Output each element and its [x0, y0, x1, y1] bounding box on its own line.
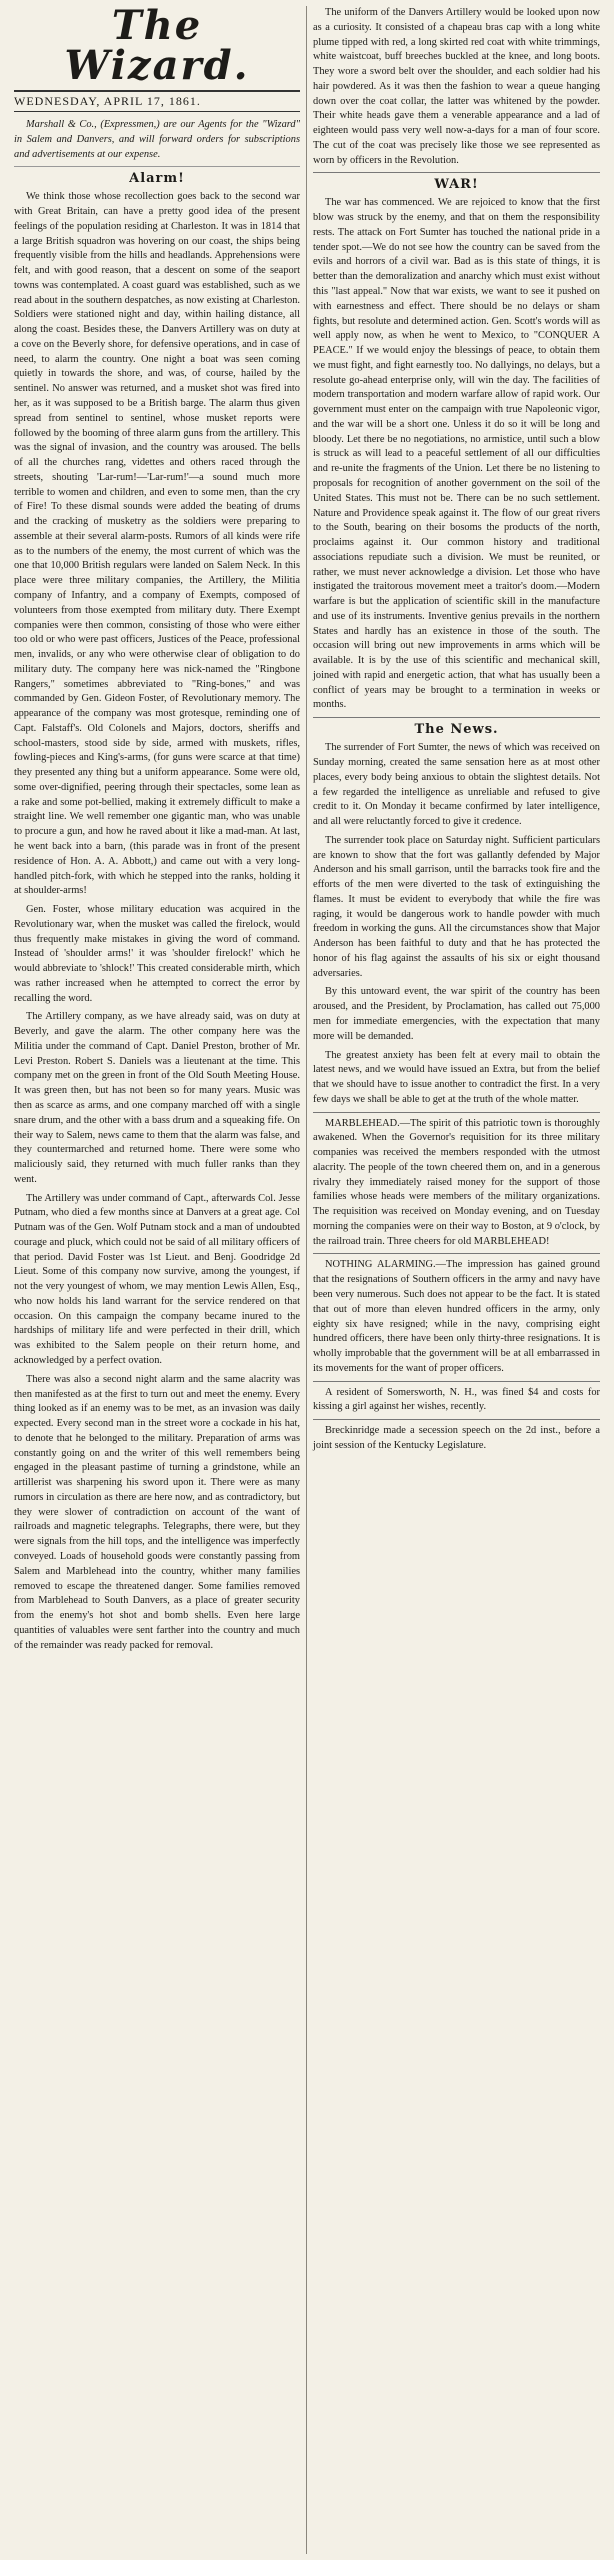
- agents-notice: Marshall & Co., (Expressmen,) are our Agents for the "Wizard" in Salem and Danvers, and will forward orders for subscriptions and advertisements at our expense.: [14, 118, 300, 167]
- war-headline: WAR!: [434, 177, 479, 193]
- divider: [313, 1419, 600, 1420]
- marblehead-item: MARBLEHEAD.—The spirit of this patriotic town is thoroughly awakened. When the Governor's requisition for its three military companies was received the members responded with the utmost alacrity. The people of the town cheered them on, and in a generous rivalry they immediately raised money for the support of those families whose heads were members of the military organizations. The requisition was received on Monday evening, and on Tuesday morning the companies were on their way to Boston, at 9 o'clock, by the railroad train. Three cheers for old MARBLEHEAD!: [313, 1117, 600, 1247]
- news-paragraph: By this untoward event, the war spirit of the country has been aroused, and the President, by Proclamation, has called out 75,000 men for immediate emergencies, with the expectation that many more will be demanded.: [313, 986, 600, 1042]
- somersworth-item: A resident of Somersworth, N. H., was fined $4 and costs for kissing a girl against her wishes, recently.: [313, 1386, 600, 1413]
- alarm-paragraph: There was also a second night alarm and the same alacrity was then manifested as at the first to turn out and meet the enemy. Every thing looked as if an enemy was to be met, as an invasion was daily expected. Every second man in the street wore a cockade in his hat, to denote that he belonged to the military. Preparation of arms was constantly going on and the writer of this well remembers being engaged in the pleasant pastime of turning a grindstone, while an artillerist was sharpening his sword upon it. There were as many rumors in circulation as there are here now, and as contradictory, but they were slower of contradiction on account of the want of railroads and magnetic telegraphs. Telegraphs, there were, but they were signals from the hill tops, and the intelligence was imperfectly conveyed. Loads of household goods were constantly passing from Salem and Marblehead into the country, whither many families removed to escape the threatened danger. Some families removed from Marblehead to South Danvers, as a place of greater security from the enemy's hot shot and bomb shells. Even here large quantities of valuables were sent farther into the country and much of the remainder was ready packed for removal.: [14, 1373, 300, 1651]
- divider: [313, 1253, 600, 1254]
- alarm-paragraph: Gen. Foster, whose military education was acquired in the Revolutionary war, when the musket was called the firelock, would thus frequently make mistakes in giving the word of command. Instead of 'shoulder arms!' it was 'shoulder firelock!' which he would abbreviate to 'shlock!' This created considerable mirth, which was rather increased when he attempted to correct the error by recalling the word.: [14, 904, 300, 1004]
- right-column: [307, 6, 606, 2554]
- alarm-paragraph: We think those whose recollection goes back to the second war with Great Britain, can have a pretty good idea of the present feelings of the population residing at Charleston. It was in 1814 that a large British squadron was hovering on our coast, the ships being frequently visible from the hills and headlands. Apprehensions were felt, and with good reason, that a descent on some of the seaport towns was contemplated. A coast guard was established, such as we read about in the southern despatches, as now existing at Charleston. Soldiers were stationed night and day, within hailing distance, all along the coast. Besides these, the Danvers Artillery was on duty at a cove on the Beverly shore, for defensive operations, and in case of need, to alarm the country. One night a boat was seen coming quietly in towards the shore, and was, of course, hailed by the sentinel. No answer was returned, and a musket shot was fired into her, as it was supposed to be a British barge. The alarm thus given spread from sentinel to sentinel, whose musket reports were followed by the booming of three alarm guns from the artillery. This was the signal of invasion, and the country was aroused. The bells of all the churches rang, videttes and others raced through the streets, shouting 'Lar-rum!—'Lar-rum!'—a sound much more terrible to women and children, and even to some men, than the cry of Fire! To these dismal sounds were added the beating of drums and the cracking of musketry as the soldiers were preparing to assemble at their several alarm-posts. Rumors of all kinds were rife as to the numbers of the enemy, the most current of which was the one that 10,000 British regulars were landed on Salem Neck. In this place were three military companies, the Artillery, the Militia company of Infantry, and a company of Exempts, composed of volunteers from those exempted from military duty. There Exempt companies were then common, consisting of those who were either too old or who were past officers, Justices of the Peace, professional men, invalids, or any who were otherwise clear of obligation to do military duty. The company here was nick-named the "Ringbone Rangers," sometimes abbreviated to "Ring-bones," and was commanded by Gen. Gideon Foster, of Revolutionary memory. The appearance of the company was most grotesque, reminding one of Capt. Falstaff's. Old Colonels and Majors, doctors, sheriffs and school-masters, stood side by side, armed with muskets, rifles, fowling-pieces and King's-arms, (for guns were scarce at that time) they presented any thing but a uniform appearance. Some were old, some over-dignified, peering through their spectacles, some lean as a rake and some pot-bellied, making it extremely difficult to make a straight line. We well remember one gigantic man, who was unable to procure a gun, and how he raved about it like a mad-man. At last, he went back into a barn, (this parade was in front of the present residence of Hon. A. A. Abbott,) and came out with a very long-handled pitch-fork, with which he stepped into the ranks, holding it at shoulder-arms!: [14, 191, 300, 897]
- news-headline: The News.: [414, 722, 499, 738]
- news-paragraph: The greatest anxiety has been felt at every mail to obtain the latest news, and we would have issued an Extra, but from the belief that we should have to issue another to contradict the first. In a very few days we shall be able to get at the truth of the whole matter.: [313, 1049, 600, 1105]
- dateline: [14, 90, 300, 112]
- news-paragraph: The surrender took place on Saturday night. Sufficient particulars are known to show that the fort was gallantly defended by Major Anderson and his small garrison, until the barracks took fire and the efforts of the men were diverted to the task of extinguishing the flames. It must be evident to everybody that while the fire was raging, it would be dangerous work to handle powder with much freedom in working the guns. All the circumstances show that Major Anderson has been faithful to duty and that he has protected the honor of his flag against the assaults of his six or eight thousand adversaries.: [313, 834, 600, 979]
- nothing-alarming-item: NOTHING ALARMING.—The impression has gained ground that the resignations of Southern officers in the army and navy have been very numerous. Such does not appear to be the fact. It is stated that out of more than eleven hundred officers in the army, only eighty six have resigned; while in the navy, comprising eight hundred officers, there have been only thirty-three resignations. It is wholly improbable that the government will be at all embarrassed in its movements for the want of proper officers.: [313, 1259, 600, 1374]
- divider: [313, 172, 600, 173]
- alarm-paragraph: The uniform of the Danvers Artillery would be looked upon now as a curiosity. It consisted of a chapeau bras cap with a long white plume tipped with red, a long skirted red coat with white trimmings, white waistcoat, buff breeches buckled at the knee, and long boots. They wore a sword belt over the shoulder, and each soldier had his hair powdered. As it was then the fashion to wear a queue hanging down over the coat collar, the latter was whitened by the powder. Their white heads gave them a venerable appearance and a lad of eighteen would pass very well now-a-days for a man of four score. The cut of the coat was precisely like those we see represented as worn by officers in the Revolution.: [313, 7, 600, 166]
- war-paragraph: The war has commenced. We are rejoiced to know that the first blow was struck by the enemy, and that on them the responsibility rests. The attack on Fort Sumter has touched the national pride in a tender spot.—We do not see how the country can be saved from the evils and horrors of a civil war. Bad as is this state of things, it is better than the demoralization and anarchy which must exist without this "last appeal." Now that war exists, we want to see it pushed on with earnestness and effect. There should be no delays or sham fights, but resolute and determined action. Gen. Scott's words will as well apply now, as when he went to Mexico, to "CONQUER A PEACE." If we would enjoy the blessings of peace, to obtain them we must fight, and fight earnestly too. No dallyings, no delays, but a resolute go-ahead enterprise only, will win the day. The facilities of modern transportation and modern warfare allow of rapid work. Our government must enter on the campaign with true Napoleonic vigor, and the war will be a short one. Unless it do so it will be long and bloody. Let there be no negotiations, no armistice, until such a blow is struck as will lead to a peaceful settlement of all our difficulties and re-unite the fragments of the Union. Let there be no listening to proposals for recognition of another government on the soil of the United States. This must not be. There can be no such settlement. Nature and Providence speak against it. The flow of our great rivers to the South, bearing on their bosoms the products of the north, proclaims against it. Our common history and traditional associations repudiate such a division. We must be reunited, or rather, we must never acknowledge a division. Let those who have instigated the traitorous movement meet a traitor's doom.—Modern warfare is but the application of scientific skill in the manufacture and use of its instruments. Inventive genius prevails in the northern States and hardly has an existence in those of the south. The occasion will bring out new improvements in arms which will be available. It is by the use of this scientific and mechanical skill, joined with rapid and energetic action, that what has usually been a conflict of years may be brought to a termination in weeks or months.: [313, 197, 600, 711]
- divider: [313, 1112, 600, 1113]
- news-paragraph: The surrender of Fort Sumter, the news of which was received on Sunday morning, created the same sensation here as at most other places, every body being anxious to obtain the slightest details. Not a few regarded the intelligence as unreliable and refused to give credit to it. On Monday it became confirmed by later intelligence, and all were reluctantly forced to give it credence.: [313, 742, 600, 828]
- alarm-headline: Alarm!: [129, 171, 185, 187]
- divider: [313, 717, 600, 718]
- left-column: [8, 6, 307, 2554]
- masthead: The Wizard.: [64, 6, 250, 89]
- alarm-paragraph: The Artillery was under command of Capt., afterwards Col. Jesse Putnam, who died a few months since at Danvers at a great age. Col Putnam was of the Gen. Wolf Putnam stock and a man of undoubted courage and pluck, which could not be said of all military officers of that period. David Foster was 1st Lieut. and Benj. Goodridge 2d Lieut. Some of this company now survive, among the youngest, if not the very youngest of whom, we may mention Lewis Allen, Esq., who now holds his land warrant for the service rendered on that occasion. On this campaign the company became inured to the hardships of military life and were perfected in their drill, which was exhibited to the Salem people on their return home, and acknowledged by a perfect ovation.: [14, 1192, 300, 1367]
- divider: [313, 1381, 600, 1382]
- breckinridge-item: Breckinridge made a secession speech on the 2d inst., before a joint session of the Kentucky Legislature.: [313, 1425, 600, 1451]
- alarm-paragraph: The Artillery company, as we have already said, was on duty at Beverly, and gave the alarm. The other company here was the Militia under the command of Capt. Daniel Preston, brother of Mr. Levi Preston. Robert S. Daniels was a lieutenant at the time. This company met on the green in front of the Old South Meeting House. It was green then, but has not been so for many years. Music was then as scarce as arms, and one company marched off with a single snare drum, and the other with a bass drum and a squeaking fife. On their way to Salem, news came to them that the alarm was false, and they countermarched and returned home. There were some who maliciously said, they returned with much fuller ranks than they went.: [14, 1011, 300, 1185]
- date-line: WEDNESDAY, APRIL 17, 1861.: [14, 94, 201, 108]
